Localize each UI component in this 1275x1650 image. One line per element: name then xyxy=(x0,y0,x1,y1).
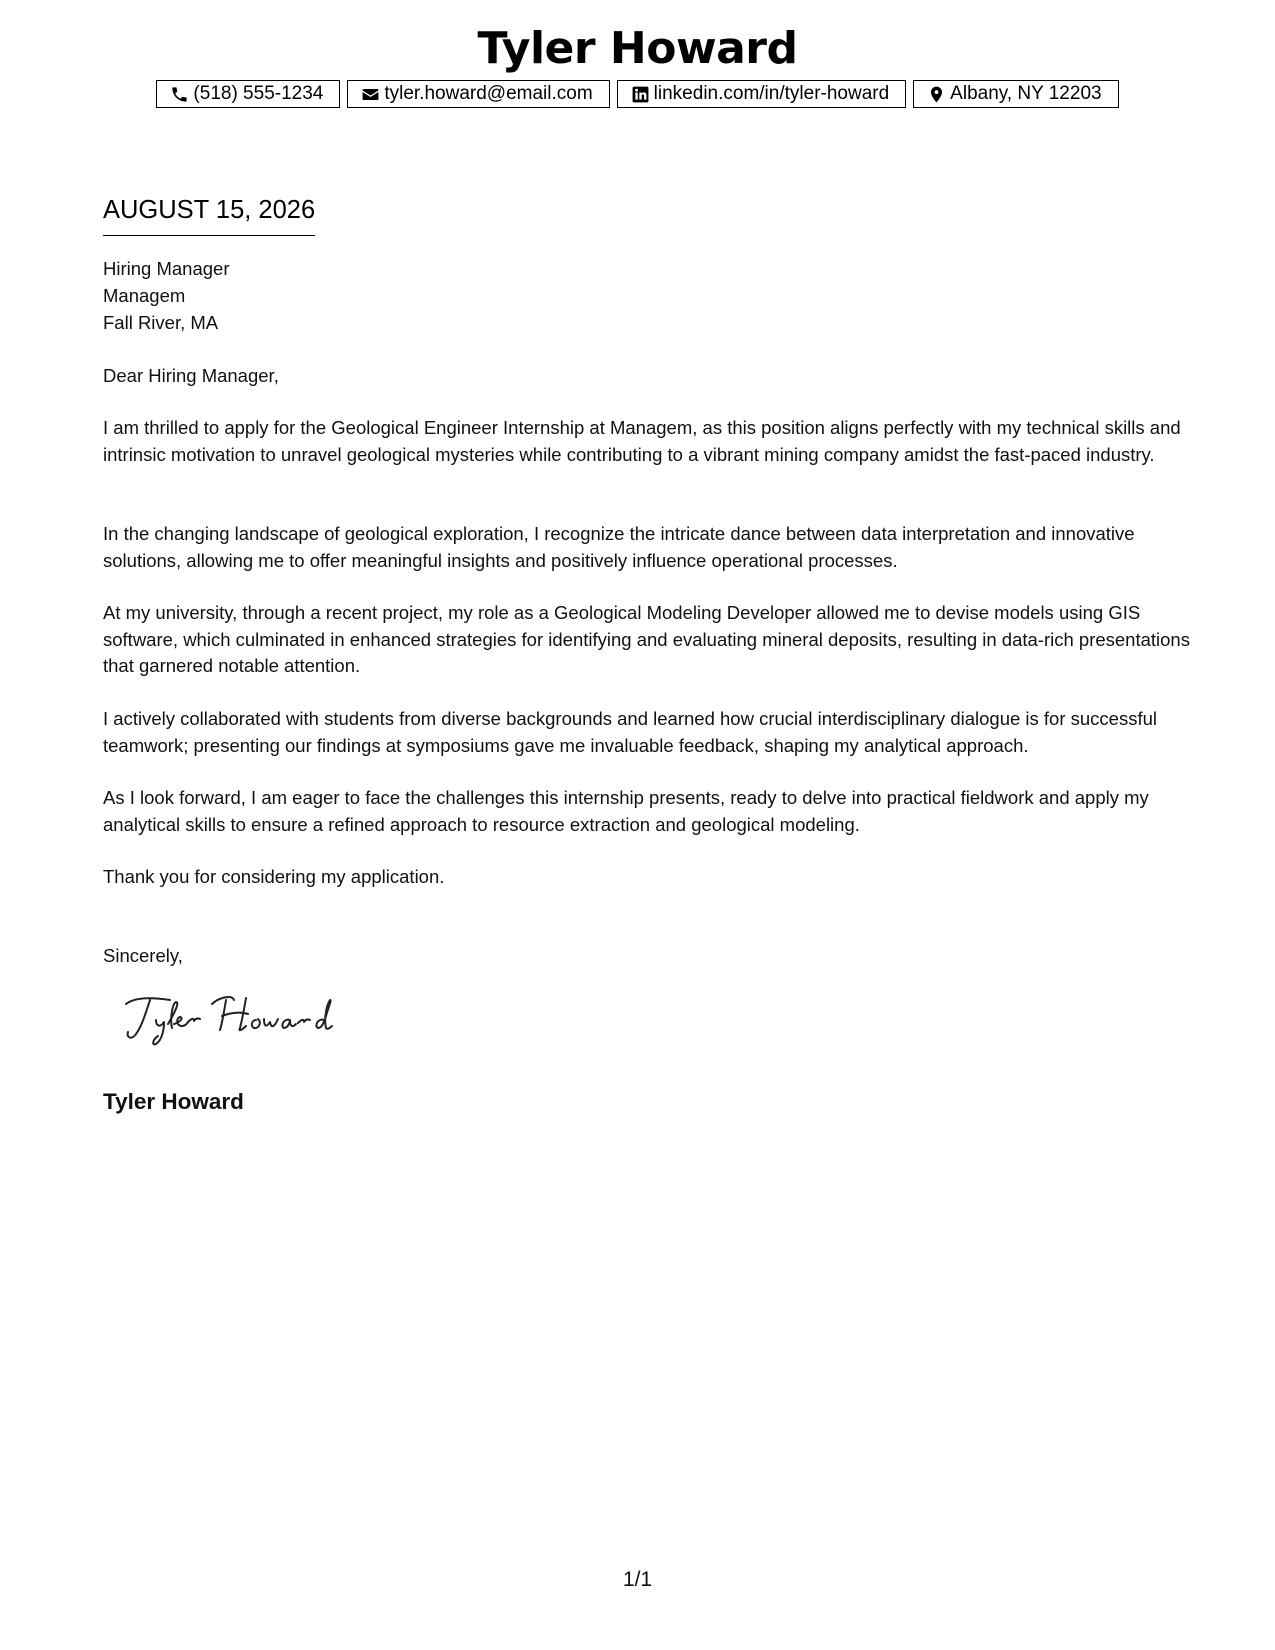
handwritten-signature xyxy=(122,990,352,1050)
sign-off: Sincerely, xyxy=(103,945,183,966)
recipient-title: Hiring Manager xyxy=(103,258,230,279)
contact-location-text: Albany, NY 12203 xyxy=(950,83,1102,104)
recipient-company: Managem xyxy=(103,285,186,306)
typed-name: Tyler Howard xyxy=(103,1089,244,1114)
page-number: 1/1 xyxy=(622,1568,653,1591)
applicant-name-header: Tyler Howard xyxy=(477,23,798,74)
recipient-location: Fall River, MA xyxy=(103,312,219,333)
phone-icon xyxy=(170,85,189,104)
envelope-icon xyxy=(361,85,380,104)
letter-date: AUGUST 15, 2026 xyxy=(103,193,315,236)
linkedin-icon xyxy=(631,85,650,104)
body-paragraph: I am thrilled to apply for the Geological Engineer Internship at Managem, as this position aligns perfectly with my technical skills and intrinsic motivation to unravel geological mysteries while contributing to a vibrant mining company amidst the fast-paced industry. xyxy=(103,417,1181,465)
signature-image xyxy=(122,990,352,1050)
recipient-block xyxy=(103,255,229,336)
contact-linkedin-text: linkedin.com/in/tyler-howard xyxy=(653,83,890,104)
map-marker-icon xyxy=(927,85,946,104)
contact-location xyxy=(913,80,1118,108)
body-paragraph: I actively collaborated with students from diverse backgrounds and learned how crucial interdisciplinary dialogue is for successful teamwork; presenting our findings at symposiums gave me invaluable feedback, shaping my analytical approach. xyxy=(103,708,1158,756)
contact-linkedin xyxy=(617,80,907,108)
body-paragraph: In the changing landscape of geological exploration, I recognize the intricate dance between data interpretation and innovative solutions, allowing me to offer meaningful insights and positively influence operational processes. xyxy=(103,523,1135,571)
closing-thanks: Thank you for considering my application. xyxy=(103,866,445,887)
contact-phone-text: (518) 555-1234 xyxy=(193,83,324,104)
salutation: Dear Hiring Manager, xyxy=(103,365,279,386)
contact-phone xyxy=(156,80,340,108)
body-paragraph: At my university, through a recent project, my role as a Geological Modeling Developer allowed me to devise models using GIS software, which culminated in enhanced strategies for identifying and evaluating mineral deposits, resulting in data-rich presentations that garnered notable attention. xyxy=(103,602,1190,676)
contact-info-row xyxy=(0,80,1275,108)
contact-email-text: tyler.howard@email.com xyxy=(384,83,593,104)
contact-email xyxy=(347,80,609,108)
body-paragraph: As I look forward, I am eager to face the challenges this internship presents, ready to delve into practical fieldwork and apply my analytical skills to ensure a refined approach to resource extraction and geological modeling. xyxy=(103,787,1149,835)
